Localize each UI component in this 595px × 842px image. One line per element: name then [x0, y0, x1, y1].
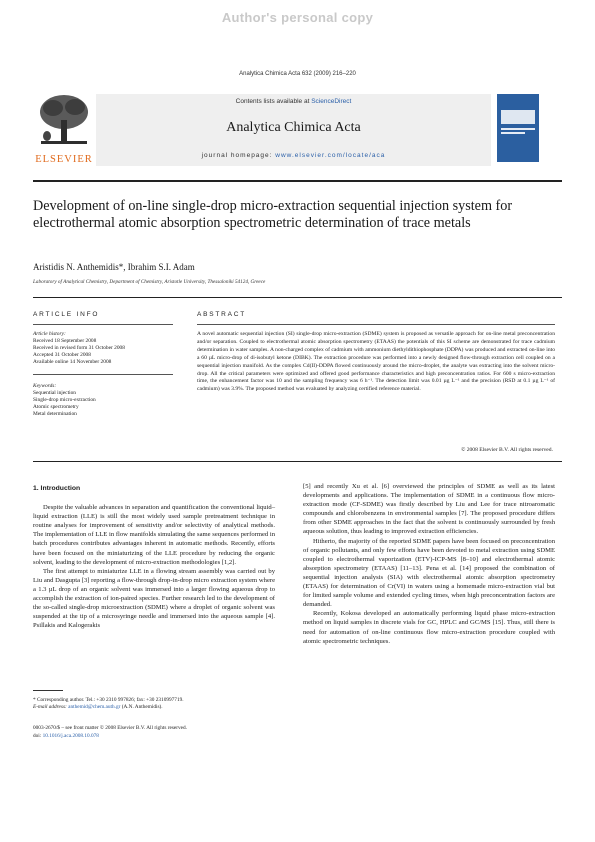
journal-homepage	[96, 152, 491, 159]
section-heading: 1. Introduction	[33, 485, 81, 492]
cover-title-block	[501, 110, 535, 124]
watermark: Author's personal copy	[221, 10, 374, 25]
doi-label: doi:	[33, 733, 42, 739]
journal-cover-image	[497, 94, 539, 162]
cover-line	[501, 128, 535, 130]
doi-link[interactable]: 10.1016/j.aca.2008.10.078	[42, 733, 99, 739]
keyword-item: Atomic spectrometry	[33, 404, 79, 410]
abstract-rule	[197, 324, 555, 325]
issn-line: 0003-2670/$ – see front matter © 2008 Elsevier B.V. All rights reserved.	[33, 725, 187, 731]
keyword-item: Metal determination	[33, 411, 77, 417]
article-authors: Aristidis N. Anthemidis*, Ibrahim S.I. Adam	[33, 262, 195, 272]
body-paragraph: Recently, Kokosa developed an automatically performing liquid phase micro-extraction method on liquid samples in discrete vials for GC, HPLC and GC/MS [15]. Thus, still there is need for automation of on-line continuous flow micro-extraction procedure coupled with atomic spectrometric techniques.	[303, 610, 555, 645]
body-paragraph: Hitherto, the majority of the reported SDME papers have been focused on preconcentration of organic pollutants, and only few efforts have been devoted to metal extraction using SDME coupled to electrothermal vaporization (ETV)-ICP-MS [8–10] and electrothermal atomic absorption spectrometry (ETAAS) [11–13]. Pena et al. [14] proposed the combination of sequential injection analysis (SIA) with electrothermal atomic absorption spectrometry (ETAAS) for determination of Cr(VI) in waters using a homemade micro-extraction vial but for limited sample volume and extended cycling times, when high preconcentration factors are demanded.	[303, 537, 555, 609]
article-keywords	[33, 383, 173, 418]
keyword-item: Sequential injection	[33, 390, 76, 396]
abstract-text: A novel automatic sequential injection (SI) single-drop micro-extraction (SDME) system is proposed as versatile approach for on-line metal preconcentration and/or separation. Coupled to electrothermal atomic absorption spectrometry (ETAAS) the potentials of this SI scheme are demonstrated for trace cadmium determination in water samples. A non-charged complex of cadmium with ammonium diethyldithiophosphate (DDPA) was produced and extracted on-line into a 60 µL micro-drop of di-isobutyl ketone (DIBK). The extraction procedure was performed into a newly designed flow-through extraction cell coupled on a sequential injection manifold. As the complex Cd(II)-DDPA flowed continuously around the micro-droplet, the analyte was extracting into the solvent micro-drop. All the critical parameters were optimized and offered good performance characteristics and high preconcentration ratios. For 600 s micro-extraction time, the enhancement factor was 10 and the sampling frequency was 6 h⁻¹. The detection limit was 0.01 µg L⁻¹ and the precision (RSD at 0.1 µg L⁻¹ of cadmium) was 3.9%. The proposed method was evaluated by analyzing certified reference material.	[197, 331, 555, 393]
article-history	[33, 331, 173, 366]
citation-line: Analytica Chimica Acta 632 (2009) 216–220	[239, 71, 356, 77]
history-item: Received 18 September 2008	[33, 338, 97, 344]
keyword-item: Single-drop micro-extraction	[33, 397, 96, 403]
journal-header	[96, 94, 491, 166]
contents-line	[96, 98, 491, 105]
elsevier-tree-icon	[33, 92, 95, 148]
info-divider	[33, 374, 173, 375]
email-suffix: (A.N. Anthemidis).	[121, 704, 163, 710]
body-paragraph: The first attempt to miniaturize LLE in a flowing stream assembly was carried out by Liu and Dasgupta [3] reporting a flow-through drop-in-drop micro extraction system where a 1.3 µL drop of an organic solvent was immersed into a larger flowing aqueous drop to accomplish the extraction of ion-paired species. Further research led to the development of the so-called single-drop microextraction (SDME) where a droplet of organic solvent was suspended at the tip of a microsyringe needle and immersed into the aqueous sample [4]. Psillakis and Kalogerakis	[33, 567, 275, 630]
title-rule	[33, 297, 562, 298]
article-info-rule	[33, 324, 173, 325]
history-item: Received in revised form 31 October 2008	[33, 345, 125, 351]
email-footnote	[33, 704, 163, 711]
cover-line	[501, 132, 525, 134]
email-link[interactable]: anthemid@chem.auth.gr	[68, 704, 121, 710]
email-label: E-mail address:	[33, 704, 67, 710]
history-label: Article history:	[33, 331, 66, 337]
article-title: Development of on-line single-drop micro-extraction sequential injection system for electrothermal atomic absorption spectrometric determination of trace metals	[33, 198, 513, 231]
homepage-prefix: journal homepage:	[201, 152, 273, 159]
article-info-heading: ARTICLE INFO	[33, 311, 100, 318]
body-paragraph: [5] and recently Xu et al. [6] overviewed the principles of SDME as well as its latest developments and applications. The implementation of SDME in a continuous flow micro-extraction mode (CF-SDME) was firstly described by Liu and Lee for trace nitroaromatic compounds and chlorobenzens in environmental samples [7]. The proposed procedure differs from other SDME approaches in the fact that the solvent is continuously surrounded by fresh aqueous solution, thus leading to improved extraction efficiencies.	[303, 483, 555, 536]
history-item: Available online 14 November 2008	[33, 359, 112, 365]
body-paragraph: Despite the valuable advances in separation and quantification the conventional liquid–liquid extraction (LLE) is still the most widely used sample pretreatment technique in routine analyses for improvement of sensitivity and/or selectivity of analytical methods. The implementation of LLE in flow manifolds simulating the same sequences performed in batch procedures contributes advantages inherent in automatic methods. Recently, efforts have been focused on the miniaturizing of the LLE procedure by reducing the organic solvent, leading to the development of micro-extraction methodologies [1,2].	[33, 504, 275, 566]
footnote-rule	[33, 690, 63, 691]
keywords-label: Keywords:	[33, 383, 57, 389]
body-left-column	[33, 484, 275, 630]
publisher-name: ELSEVIER	[35, 154, 93, 165]
journal-name: Analytica Chimica Acta	[226, 120, 361, 135]
abstract-heading: ABSTRACT	[197, 311, 247, 318]
abstract-bottom-rule	[33, 461, 562, 462]
header-rule	[33, 180, 562, 182]
history-item: Accepted 31 October 2008	[33, 352, 91, 358]
sciencedirect-link[interactable]: ScienceDirect	[311, 98, 352, 105]
body-right-column	[303, 482, 555, 646]
corresponding-footnote: * Corresponding author. Tel.: +30 2310 997826; fax: +30 2310997719.	[33, 697, 184, 703]
doi-line	[33, 733, 99, 740]
homepage-link[interactable]: www.elsevier.com/locate/aca	[275, 152, 386, 159]
article-affiliation: Laboratory of Analytical Chemistry, Department of Chemistry, Aristotle University, Thessaloniki 54124, Greece	[33, 279, 266, 285]
contents-prefix: Contents lists available at	[235, 98, 310, 105]
publisher-logo	[33, 92, 95, 164]
abstract-copyright: © 2008 Elsevier B.V. All rights reserved.	[461, 447, 553, 453]
